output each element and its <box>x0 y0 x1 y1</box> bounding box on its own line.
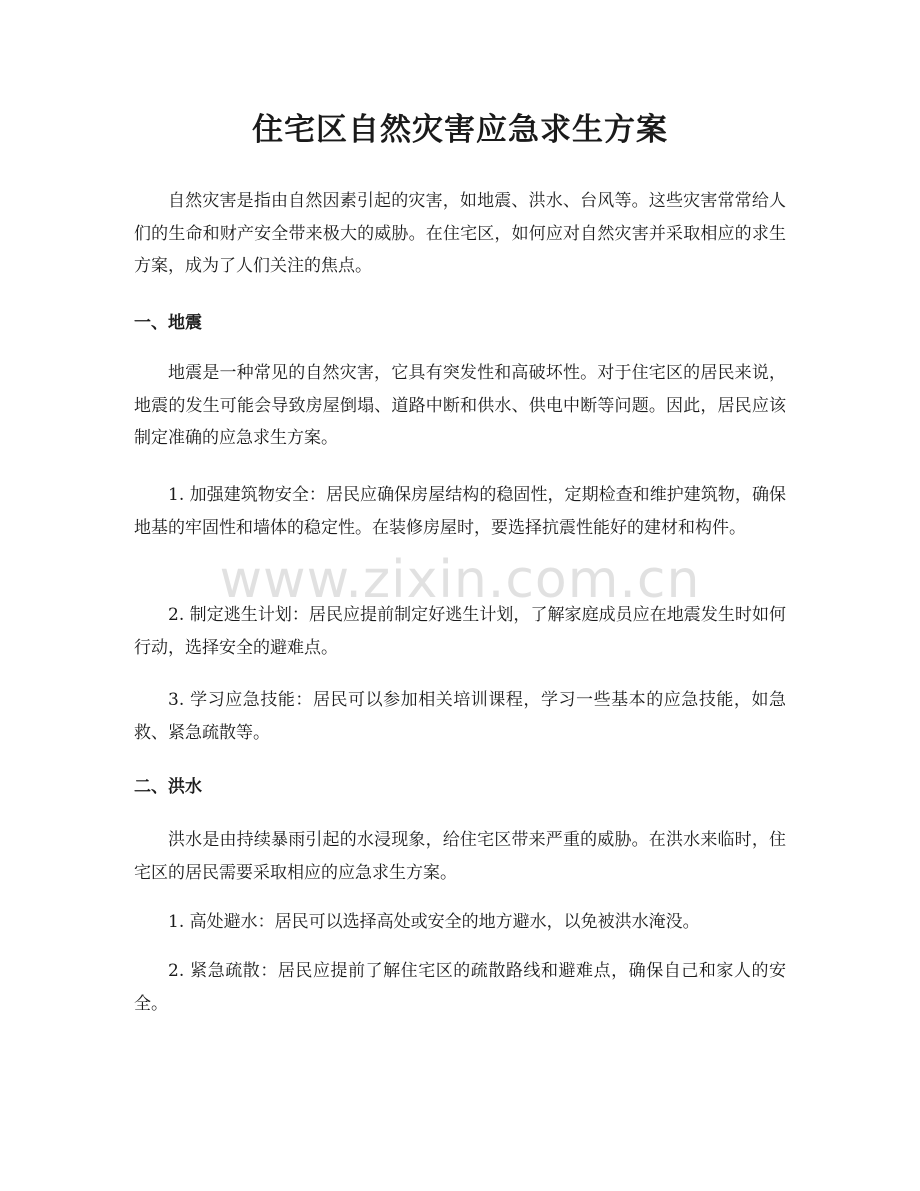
watermark-text: www.zixin.com.cn <box>219 550 701 610</box>
section-heading-flood: 二、洪水 <box>134 777 202 797</box>
earthquake-item-1: 1. 加强建筑物安全：居民应确保房屋结构的稳固性，定期检查和维护建筑物，确保地基的牢固性和墙体的稳定性。在装修房屋时，要选择抗震性能好的建材和构件。 <box>134 485 786 538</box>
document-title: 住宅区自然灾害应急求生方案 <box>252 112 668 148</box>
earthquake-item-2: 2. 制定逃生计划：居民应提前制定好逃生计划，了解家庭成员应在地震发生时如何行动，选择安全的避难点。 <box>134 605 786 658</box>
section-heading-earthquake: 一、地震 <box>134 313 202 333</box>
flood-item-2: 2. 紧急疏散：居民应提前了解住宅区的疏散路线和避难点，确保自己和家人的安全。 <box>134 961 786 1014</box>
intro-paragraph: 自然灾害是指由自然因素引起的灾害，如地震、洪水、台风等。这些灾害常常给人们的生命和财产安全带来极大的威胁。在住宅区，如何应对自然灾害并采取相应的求生方案，成为了人们关注的焦点。 <box>134 191 786 276</box>
flood-paragraph: 洪水是由持续暴雨引起的水浸现象，给住宅区带来严重的威胁。在洪水来临时，住宅区的居民需要采取相应的应急求生方案。 <box>134 830 786 883</box>
flood-item-1: 1. 高处避水：居民可以选择高处或安全的地方避水，以免被洪水淹没。 <box>168 912 700 932</box>
earthquake-item-3: 3. 学习应急技能：居民可以参加相关培训课程，学习一些基本的应急技能，如急救、紧急疏散等。 <box>134 690 786 743</box>
earthquake-paragraph: 地震是一种常见的自然灾害，它具有突发性和高破坏性。对于住宅区的居民来说，地震的发生可能会导致房屋倒塌、道路中断和供水、供电中断等问题。因此，居民应该制定准确的应急求生方案。 <box>134 363 786 448</box>
